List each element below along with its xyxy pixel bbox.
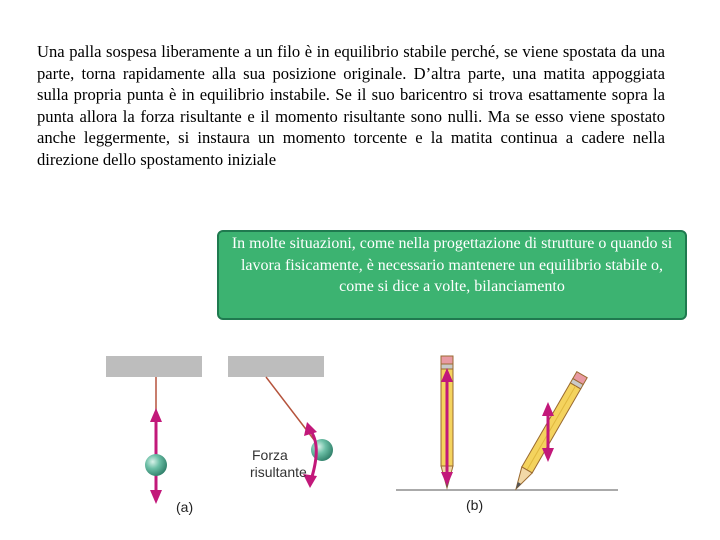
ball-left <box>145 454 167 476</box>
label-a: (a) <box>176 499 194 515</box>
ceiling-left <box>106 356 202 377</box>
label-b: (b) <box>466 497 484 513</box>
equilibrium-figure <box>100 350 690 520</box>
callout-text: In molte situazioni, come nella progettazione di strutture o quando si lavora fisicamente, è necessario mantenere un equilibrio stabile o, come si dice a volte, bilanciamento <box>231 235 673 295</box>
main-paragraph: Una palla sospesa liberamente a un filo è in equilibrio stabile perché, se viene spostata da una parte, torna rapidamente alla sua posizione originale. D’altra parte, una matita appoggiata sulla propria punta è in equilibrio instabile. Se il suo baricentro si trova esattamente sopra la punta allora la forza risultante e il momento risultante sono nulli. Ma se esso viene spostato anche leggermente, si instaura un momento torcente e la matita continua a cadere nella direzione dello spostamento iniziale <box>37 42 665 169</box>
ceiling-right <box>228 356 324 377</box>
force-label-line1: Forza <box>252 447 288 463</box>
force-label-line2: risultante <box>250 464 307 480</box>
callout-box <box>217 230 687 320</box>
string-right <box>266 377 318 445</box>
